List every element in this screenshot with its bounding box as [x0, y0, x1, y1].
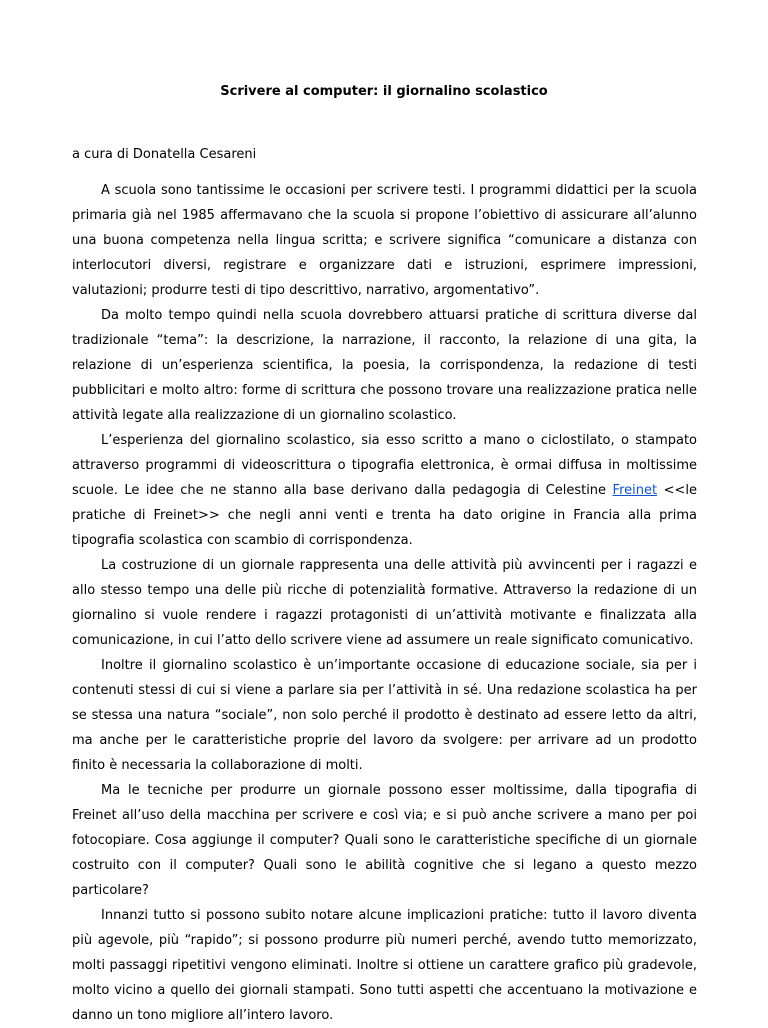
- paragraph-3: [72, 428, 697, 553]
- document-body: [72, 178, 697, 1028]
- paragraph-4: La costruzione di un giornale rappresenta una delle attività più avvincenti per i ragazzi e allo stesso tempo una delle più ricche di potenzialità formative. Attraverso la redazione di un giornalino si vuole rendere i ragazzi protagonisti di un’attività motivante e finalizzata alla comunicazione, in cui l’atto dello scrivere viene ad assumere un reale significato comunicativo.: [72, 558, 697, 648]
- paragraph-2: Da molto tempo quindi nella scuola dovrebbero attuarsi pratiche di scrittura diverse dal tradizionale “tema”: la descrizione, la narrazione, il racconto, la relazione di una gita, la relazione di un’esperienza scientifica, la poesia, la corrispondenza, la redazione di testi pubblicitari e molto altro: forme di scrittura che possono trovare una realizzazione pratica nelle attività legate alla realizzazione di un giornalino scolastico.: [72, 308, 697, 423]
- paragraph-3-text-start: L’esperienza del giornalino scolastico, sia esso scritto a mano o ciclostilato, o stampato attraverso programmi di videoscrittura o tipografia elettronica, è ormai diffusa in moltissime scuole. Le idee che ne stanno alla base derivano dalla pedagogia di Celestine: [72, 433, 697, 498]
- paragraph-3-text-end: <<le pratiche di Freinet>> che negli anni venti e trenta ha dato origine in Francia alla prima tipografia scolastica con scambio di corrispondenza.: [72, 483, 697, 548]
- freinet-link[interactable]: Freinet: [612, 483, 658, 498]
- paragraph-1: A scuola sono tantissime le occasioni per scrivere testi. I programmi didattici per la scuola primaria già nel 1985 affermavano che la scuola si propone l’obiettivo di assicurare all’alunno una buona competenza nella lingua scritta; e scrivere significa “comunicare a distanza con interlocutori diversi, registrare e organizzare dati e istruzioni, esprimere impressioni, valutazioni; produrre testi di tipo descrittivo, narrativo, argomentativo”.: [72, 183, 697, 298]
- paragraph-7: Innanzi tutto si possono subito notare alcune implicazioni pratiche: tutto il lavoro diventa più agevole, più “rapido”; si possono produrre più numeri perché, avendo tutto memorizzato, molti passaggi ripetitivi vengono eliminati. Inoltre si ottiene un carattere grafico più gradevole, molto vicino a quello dei giornali stampati. Sono tutti aspetti che accentuano la motivazione e danno un tono migliore all’intero lavoro.: [72, 908, 697, 1023]
- paragraph-6: Ma le tecniche per produrre un giornale possono esser moltissime, dalla tipografia di Freinet all’uso della macchina per scrivere e così via; e si può anche scrivere a mano per poi fotocopiare. Cosa aggiunge il computer? Quali sono le caratteristiche specifiche di un giornale costruito con il computer? Quali sono le abilità cognitive che si legano a questo mezzo particolare?: [72, 783, 697, 898]
- document-author: a cura di Donatella Cesareni: [72, 147, 257, 162]
- paragraph-5: Inoltre il giornalino scolastico è un’importante occasione di educazione sociale, sia per i contenuti stessi di cui si viene a parlare sia per l’attività in sé. Una redazione scolastica ha per se stessa una natura “sociale”, non solo perché il prodotto è destinato ad essere letto da altri, ma anche per le caratteristiche proprie del lavoro da svolgere: per arrivare ad un prodotto finito è necessaria la collaborazione di molti.: [72, 658, 697, 773]
- document-title: Scrivere al computer: il giornalino scolastico: [220, 84, 548, 99]
